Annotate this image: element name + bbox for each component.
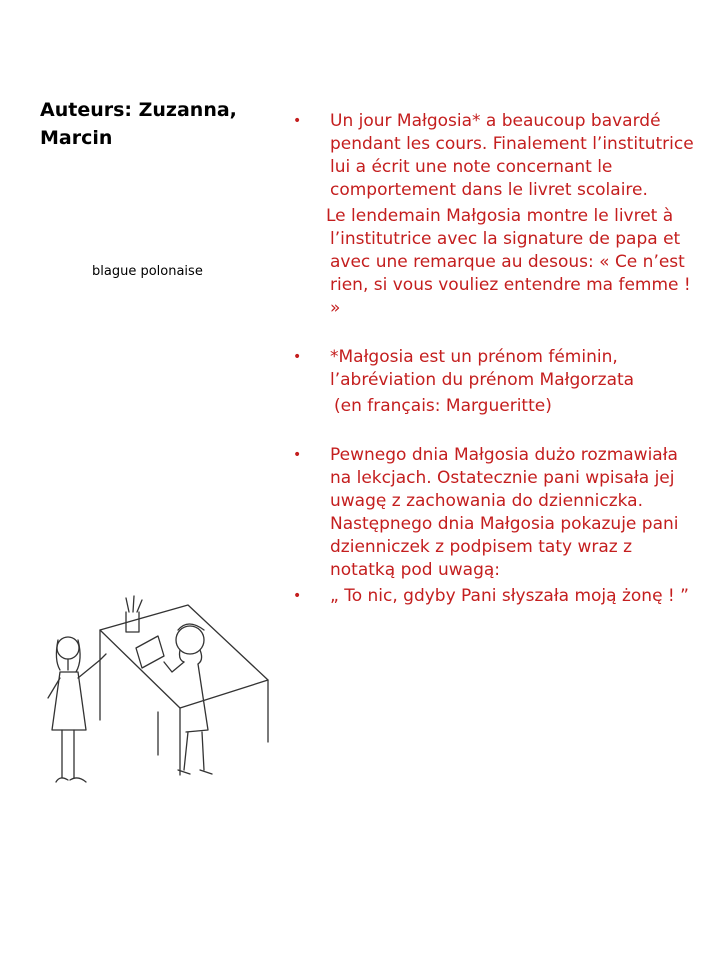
authors-heading: Auteurs: Zuzanna, Marcin: [40, 99, 237, 149]
paragraph-text: Le lendemain Małgosia montre le livret à l’institutrice avec la signature de papa et avec une remarque au desous: « Ce n’est rien, si vous vouliez entendre ma femme ! »: [326, 206, 691, 318]
bullet-marker: •: [293, 447, 302, 463]
paragraph-2: [287, 205, 697, 320]
genre-label: blague polonaise: [92, 264, 203, 279]
paragraph-3: [287, 346, 697, 392]
paragraph-text: *Małgosia est un prénom féminin, l’abréviation du prénom Małgorzata: [330, 347, 635, 390]
paragraph-text: Pewnego dnia Małgosia dużo rozmawiała na lekcjach. Ostatecznie pani wpisała jej uwagę z zachowania do dzienniczka. Następnego dnia Małgosia pokazuje pani dzienniczek z podpisem taty wraz z notatką pod uwagą:: [330, 445, 679, 580]
bullet-marker: •: [293, 113, 302, 129]
paragraph-4: [287, 395, 697, 418]
paragraph-text: „ To nic, gdyby Pani słyszała moją żonę ! ”: [330, 586, 689, 606]
paragraph-text: Un jour Małgosia* a beaucoup bavardé pendant les cours. Finalement l’institutrice lui a écrit une note concernant le comportement dans le livret scolaire.: [330, 111, 694, 200]
paragraph-5: [287, 444, 697, 582]
joke-text: [287, 110, 697, 608]
paragraph-1: [287, 110, 697, 202]
bullet-marker: •: [293, 588, 302, 604]
bullet-marker: •: [293, 349, 302, 365]
paragraph-6: [287, 585, 697, 608]
classroom-sketch-illustration: [38, 570, 273, 820]
paragraph-text: (en français: Margueritte): [334, 396, 552, 416]
